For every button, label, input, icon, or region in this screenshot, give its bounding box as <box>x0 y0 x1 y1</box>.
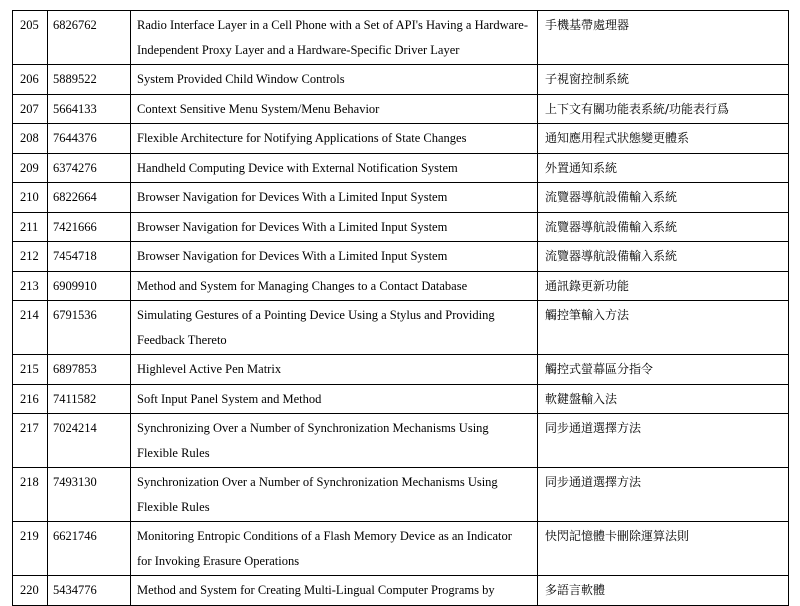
patent-number: 5434776 <box>48 576 131 606</box>
row-index: 209 <box>13 153 48 183</box>
row-index: 216 <box>13 384 48 414</box>
row-index: 214 <box>13 301 48 355</box>
chinese-description: 觸控筆輸入方法 <box>538 301 789 355</box>
row-index: 219 <box>13 522 48 576</box>
table-row <box>13 94 789 124</box>
chinese-description: 外置通知系統 <box>538 153 789 183</box>
chinese-description: 流覽器導航設備輸入系統 <box>538 212 789 242</box>
row-index: 205 <box>13 11 48 65</box>
patent-number: 6791536 <box>48 301 131 355</box>
chinese-description: 同步通道選擇方法 <box>538 414 789 468</box>
table-row <box>13 384 789 414</box>
patent-number: 6826762 <box>48 11 131 65</box>
patent-title: Monitoring Entropic Conditions of a Flash Memory Device as an Indicator for Invoking Erasure Operations <box>131 522 538 576</box>
patent-table-body <box>13 11 789 606</box>
patent-number: 5664133 <box>48 94 131 124</box>
patent-title: Simulating Gestures of a Pointing Device Using a Stylus and Providing Feedback Thereto <box>131 301 538 355</box>
patent-title: Highlevel Active Pen Matrix <box>131 355 538 385</box>
patent-title: Browser Navigation for Devices With a Limited Input System <box>131 212 538 242</box>
chinese-description: 快閃記憶體卡刪除運算法則 <box>538 522 789 576</box>
patent-title: Synchronization Over a Number of Synchronization Mechanisms Using Flexible Rules <box>131 468 538 522</box>
row-index: 213 <box>13 271 48 301</box>
row-index: 215 <box>13 355 48 385</box>
table-row <box>13 522 789 576</box>
patent-table <box>12 10 789 606</box>
patent-number: 7454718 <box>48 242 131 272</box>
patent-title: Soft Input Panel System and Method <box>131 384 538 414</box>
patent-title: Radio Interface Layer in a Cell Phone with a Set of API's Having a Hardware-Independent Proxy Layer and a Hardware-Specific Driver Layer <box>131 11 538 65</box>
patent-title: Browser Navigation for Devices With a Limited Input System <box>131 183 538 213</box>
chinese-description: 通知應用程式狀態變更體系 <box>538 124 789 154</box>
table-row <box>13 11 789 65</box>
row-index: 220 <box>13 576 48 606</box>
chinese-description: 觸控式螢幕區分指令 <box>538 355 789 385</box>
patent-number: 7493130 <box>48 468 131 522</box>
table-row <box>13 124 789 154</box>
table-row <box>13 153 789 183</box>
chinese-description: 流覽器導航設備輸入系統 <box>538 183 789 213</box>
row-index: 207 <box>13 94 48 124</box>
row-index: 217 <box>13 414 48 468</box>
chinese-description: 軟鍵盤輸入法 <box>538 384 789 414</box>
patent-title: Synchronizing Over a Number of Synchronization Mechanisms Using Flexible Rules <box>131 414 538 468</box>
patent-title: Context Sensitive Menu System/Menu Behavior <box>131 94 538 124</box>
table-row <box>13 212 789 242</box>
patent-title: Browser Navigation for Devices With a Limited Input System <box>131 242 538 272</box>
chinese-description: 同步通道選擇方法 <box>538 468 789 522</box>
table-row <box>13 271 789 301</box>
chinese-description: 上下文有關功能表系統/功能表行爲 <box>538 94 789 124</box>
chinese-description: 流覽器導航設備輸入系統 <box>538 242 789 272</box>
patent-number: 6621746 <box>48 522 131 576</box>
row-index: 206 <box>13 65 48 95</box>
patent-number: 7644376 <box>48 124 131 154</box>
chinese-description: 子視窗控制系統 <box>538 65 789 95</box>
patent-number: 6909910 <box>48 271 131 301</box>
patent-title: Method and System for Creating Multi-Lingual Computer Programs by <box>131 576 538 606</box>
patent-number: 6897853 <box>48 355 131 385</box>
table-row <box>13 65 789 95</box>
table-row <box>13 414 789 468</box>
patent-number: 7024214 <box>48 414 131 468</box>
chinese-description: 通訊錄更新功能 <box>538 271 789 301</box>
row-index: 210 <box>13 183 48 213</box>
patent-number: 6822664 <box>48 183 131 213</box>
row-index: 208 <box>13 124 48 154</box>
table-row <box>13 355 789 385</box>
chinese-description: 多語言軟體 <box>538 576 789 606</box>
table-row <box>13 183 789 213</box>
table-row <box>13 576 789 606</box>
chinese-description: 手機基帶處理器 <box>538 11 789 65</box>
row-index: 211 <box>13 212 48 242</box>
patent-title: Flexible Architecture for Notifying Applications of State Changes <box>131 124 538 154</box>
row-index: 218 <box>13 468 48 522</box>
table-row <box>13 242 789 272</box>
patent-number: 6374276 <box>48 153 131 183</box>
patent-title: System Provided Child Window Controls <box>131 65 538 95</box>
table-row <box>13 301 789 355</box>
row-index: 212 <box>13 242 48 272</box>
patent-number: 7411582 <box>48 384 131 414</box>
patent-number: 5889522 <box>48 65 131 95</box>
patent-number: 7421666 <box>48 212 131 242</box>
patent-title: Method and System for Managing Changes to a Contact Database <box>131 271 538 301</box>
patent-title: Handheld Computing Device with External Notification System <box>131 153 538 183</box>
table-row <box>13 468 789 522</box>
